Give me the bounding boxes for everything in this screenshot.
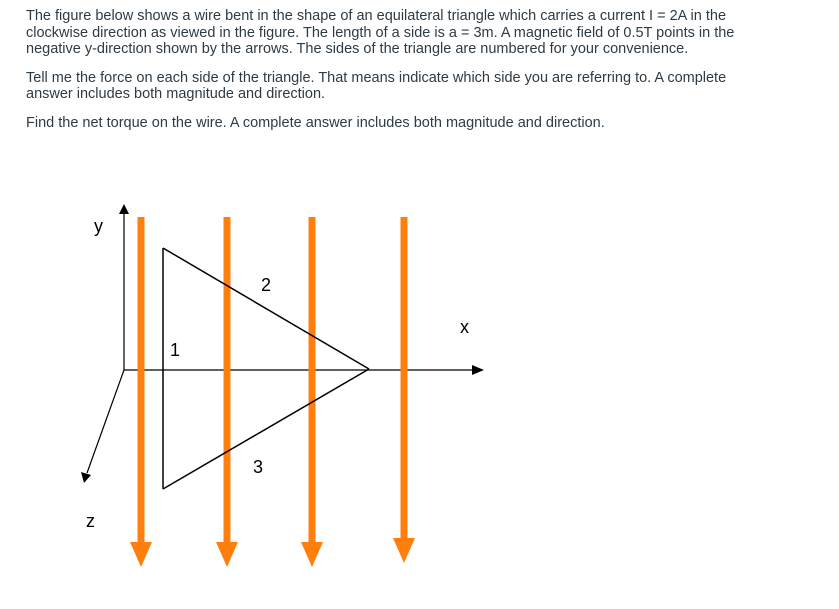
- triangle-side-3: [163, 369, 369, 489]
- z-axis-arrowhead: [81, 472, 91, 483]
- field-arrow: [130, 217, 152, 567]
- y-axis-label: y: [94, 216, 103, 236]
- field-arrowhead: [216, 542, 238, 567]
- problem-paragraph-3: Find the net torque on the wire. A complete answer includes both magnitude and direction.: [26, 114, 605, 131]
- x-axis-arrowhead: [472, 365, 484, 375]
- problem-paragraph-1: The figure below shows a wire bent in the shape of an equilateral triangle which carries a current I = 2A in the clockwise direction as viewed in the figure. The length of a side is a = 3m. A magnetic field of 0.5T points in the negative y-direction shown by the arrows. The sides of the triangle are numbered for your convenience.: [26, 8, 735, 57]
- field-arrow: [216, 217, 238, 567]
- triangle-side-2: [163, 248, 369, 369]
- field-arrow: [301, 217, 323, 567]
- magnetic-field-arrows: [130, 217, 415, 567]
- field-arrowhead: [393, 538, 415, 563]
- x-axis-label: x: [460, 317, 469, 337]
- problem-paragraph-2: Tell me the force on each side of the triangle. That means indicate which side you are referring to. A complete answer includes both magnitude and direction.: [26, 69, 727, 102]
- side-label-1: 1: [170, 340, 181, 360]
- field-arrowhead: [130, 542, 152, 567]
- z-axis: [87, 370, 124, 473]
- z-axis-label: z: [86, 511, 95, 531]
- y-axis-arrowhead: [119, 204, 129, 214]
- side-labels: [170, 275, 271, 477]
- field-arrowhead: [301, 542, 323, 567]
- side-label-3: 3: [253, 457, 264, 477]
- side-label-2: 2: [261, 275, 272, 295]
- field-arrow: [393, 217, 415, 563]
